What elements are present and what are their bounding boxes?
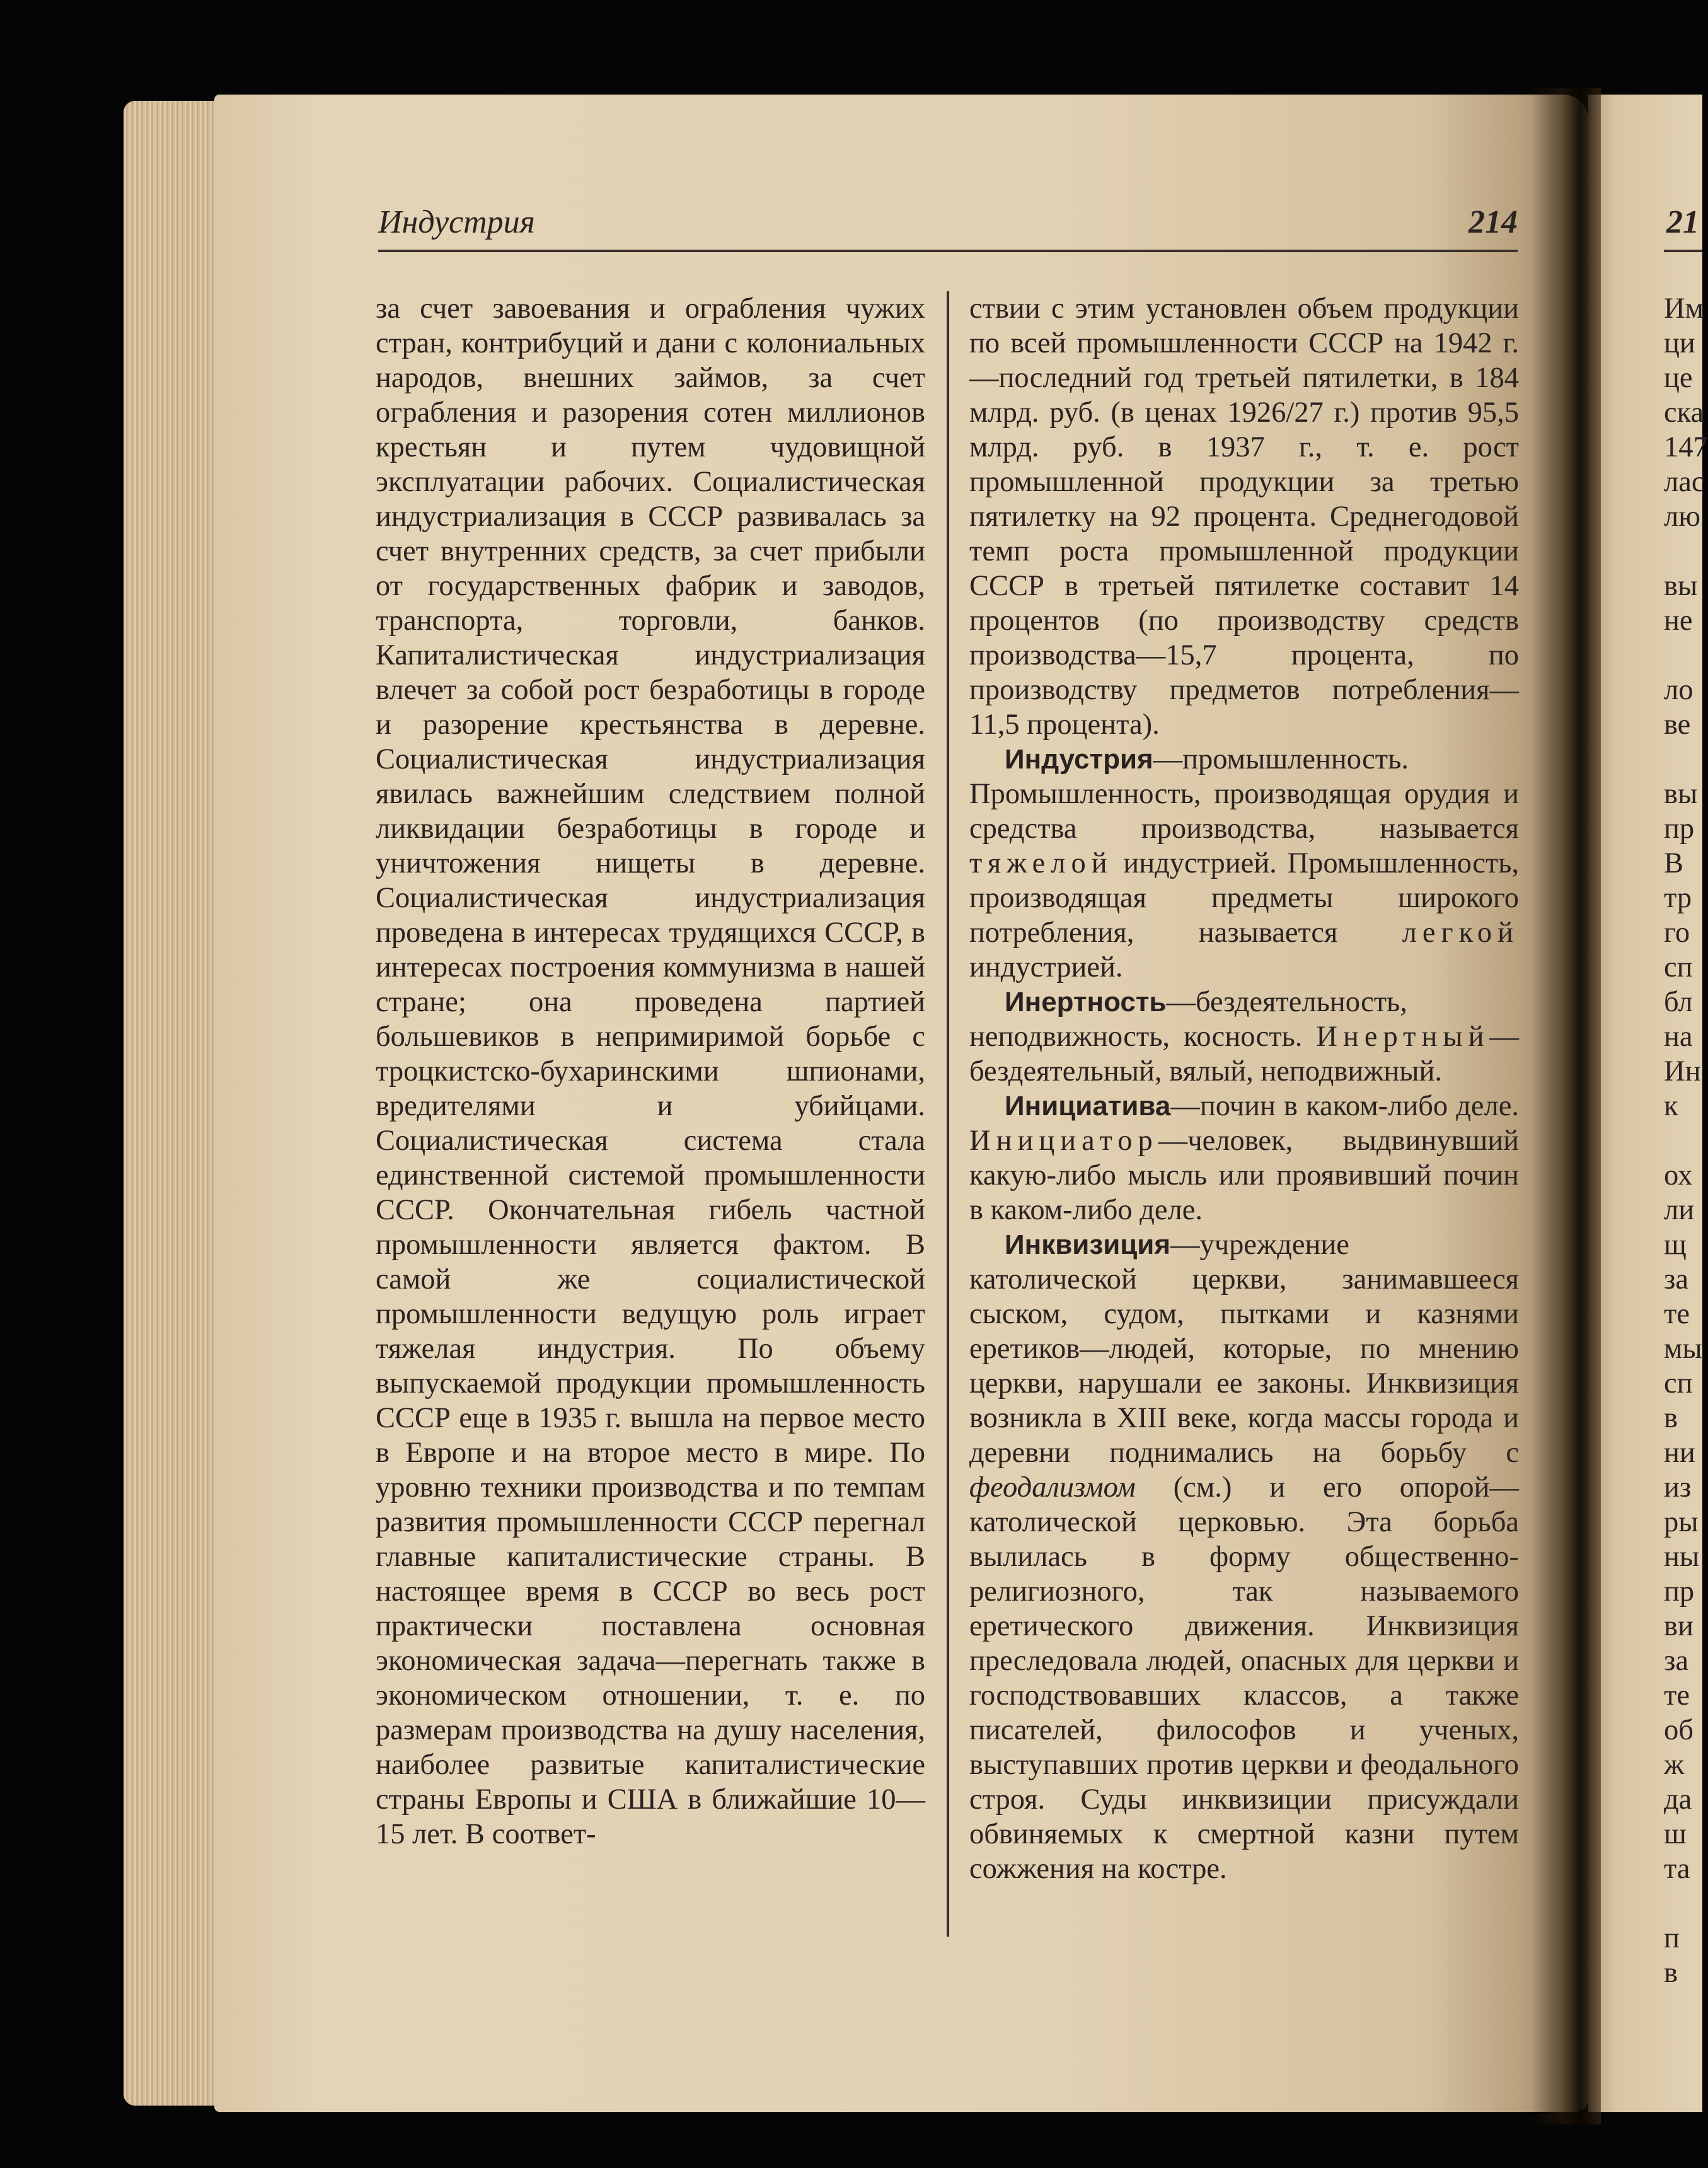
entry-term: Инертность bbox=[1005, 987, 1167, 1017]
page-number: 214 bbox=[1469, 204, 1518, 240]
next-page-line: те bbox=[1664, 1679, 1690, 1712]
next-page-line: лю bbox=[1664, 501, 1700, 533]
next-page-line: ш bbox=[1664, 1818, 1687, 1850]
entry-term: Инквизиция bbox=[1005, 1229, 1171, 1260]
entry-spaced-term: Инициатор bbox=[969, 1125, 1158, 1157]
next-page-line: сп bbox=[1664, 951, 1693, 983]
next-page-line: пр bbox=[1664, 1575, 1695, 1608]
entry-industriya bbox=[969, 742, 1519, 985]
next-page-line bbox=[1664, 534, 1702, 569]
next-page-line: ве bbox=[1664, 709, 1691, 741]
next-page-line: на bbox=[1664, 1021, 1693, 1053]
next-page-line: п bbox=[1664, 1922, 1680, 1954]
next-page-line: ци bbox=[1664, 327, 1695, 359]
entry-text: —бездеятельный, вялый, неподвижный. bbox=[969, 1021, 1519, 1087]
entry-term: Индустрия bbox=[1005, 744, 1153, 775]
next-page-line: пр bbox=[1664, 813, 1695, 845]
next-page-line: щ bbox=[1664, 1229, 1687, 1261]
next-page-line: мы bbox=[1664, 1333, 1702, 1365]
next-page-line: ры bbox=[1664, 1506, 1699, 1538]
entry-text: —человек, выдвинувший какую-либо мысль или проявивший почин в каком-либо деле. bbox=[969, 1125, 1519, 1226]
next-page-line bbox=[1664, 1123, 1702, 1158]
continuation-text: ствии с этим установлен объем продукции по всей промышленности СССР на 1942 г.—последний год третьей пятилетки, в 184 млрд. руб. (в ценах 1926/27 г.) против 95,5 млрд. руб. в 1937 г., т. е. рост промышленной продукции за третью пятилетку на 92 процента. Среднегодовой темп роста промышленной продукции СССР в третьей пятилетке составит 14 процентов (по производству средств производства—15,7 процента, по производству предметов потребления—11,5 процента). bbox=[969, 293, 1519, 741]
right-column bbox=[969, 291, 1519, 1886]
header-rule bbox=[378, 250, 1518, 252]
next-page-line bbox=[1664, 742, 1702, 777]
entry-inertnost bbox=[969, 985, 1519, 1089]
next-page-line: бл bbox=[1664, 986, 1693, 1018]
entry-spaced-term: Инертный bbox=[1316, 1021, 1490, 1053]
next-page-line: не bbox=[1664, 605, 1693, 637]
next-page-line: Им bbox=[1664, 293, 1704, 325]
entry-text: индустрией. bbox=[969, 951, 1123, 983]
entry-spaced-term: тяжелой bbox=[969, 847, 1113, 879]
next-page-line: ви bbox=[1664, 1610, 1694, 1642]
next-page-line: вы bbox=[1664, 570, 1698, 602]
next-page-rule bbox=[1664, 250, 1702, 252]
entry-spaced-term: легкой bbox=[1402, 917, 1519, 949]
next-page-line: те bbox=[1664, 1298, 1690, 1330]
entry-iniciativa bbox=[969, 1089, 1519, 1227]
running-head bbox=[378, 200, 1518, 251]
next-page-line: сп bbox=[1664, 1367, 1693, 1400]
next-page-line: ни bbox=[1664, 1437, 1695, 1469]
next-page-line: об bbox=[1664, 1714, 1694, 1746]
running-head-title: Индустрия bbox=[378, 204, 535, 240]
entry-crossref: феодализмом bbox=[969, 1471, 1136, 1504]
entry-text: индустрией. Промышленность, производящая предметы широкого потребления, называется bbox=[969, 847, 1519, 949]
next-page-line: та bbox=[1664, 1853, 1690, 1885]
next-page-line: за bbox=[1664, 1263, 1689, 1296]
next-page-line: лас bbox=[1664, 466, 1705, 498]
next-page-line: ли bbox=[1664, 1194, 1695, 1226]
next-page-line bbox=[1664, 638, 1702, 673]
entry-inkviziciya bbox=[969, 1227, 1519, 1886]
next-page-line: к bbox=[1664, 1090, 1678, 1122]
next-page-column bbox=[1664, 291, 1708, 1990]
next-page-line: ло bbox=[1664, 674, 1694, 706]
entry-text: —почин в каком-либо деле. bbox=[1170, 1090, 1519, 1122]
next-page-line: да bbox=[1664, 1783, 1692, 1816]
next-page-line: ска bbox=[1664, 397, 1704, 429]
entry-text: —промышленность. Промышленность, производящая орудия и средства производства, называется bbox=[969, 743, 1519, 845]
entry-text: —учреждение католической церкви, занимавшееся сыском, судом, пытками и казнями еретиков—людей, которые, по мнению церкви, нарушали ее законы. Инквизиция возникла в XIII веке, когда массы города и деревни поднимались на борьбу с bbox=[969, 1229, 1519, 1469]
next-page-line: Ин bbox=[1664, 1055, 1701, 1087]
next-page-line: в bbox=[1664, 1402, 1678, 1434]
column-divider bbox=[947, 291, 949, 1937]
next-page-line: тр bbox=[1664, 882, 1692, 914]
next-page-line: ж bbox=[1664, 1749, 1685, 1781]
entry-text: —бездеятельность, неподвижность, косность. bbox=[969, 986, 1407, 1053]
next-page-line: вы bbox=[1664, 778, 1698, 810]
next-page-line: це bbox=[1664, 362, 1693, 394]
next-page-line: ны bbox=[1664, 1541, 1700, 1573]
next-page-line: в bbox=[1664, 1957, 1678, 1989]
entry-text: (см.) и его опорой—католической церковью. Эта борьба вылилась в форму общественно-религиозного, так называемого еретического движения. Инквизиция преследовала людей, опасных для церкви и господствовавших классов, а также писателей, философов и ученых, выступавших против церкви и феодального строя. Суды инквизиции присуждали обвиняемых к смертной казни путем сожжения на костре. bbox=[969, 1471, 1519, 1885]
next-page-number: 21 bbox=[1666, 204, 1699, 240]
next-page-line bbox=[1664, 1886, 1702, 1921]
next-page-line: из bbox=[1664, 1471, 1692, 1504]
left-column bbox=[376, 291, 925, 1852]
next-page-line: В bbox=[1664, 847, 1684, 879]
entry-term: Инициатива bbox=[1005, 1091, 1171, 1122]
left-column-text: за счет завоевания и ограбления чужих стран, контрибуций и дани с колониальных народов, внешних займов, за счет ограбления и разорения сотен миллионов крестьян и путем чудовищной эксплуатации рабочих. Социалистическая индустриализация в СССР развивалась за счет внутренних средств, за счет прибыли от государственных фабрик и заводов, транспорта, торговли, банков. Капиталистическая индустриализация влечет за собой рост безработицы в городе и разорение крестьянства в деревне. Социалистическая индустриализация явилась важнейшим следствием полной ликвидации безработицы в городе и уничтожения нищеты в деревне. Социалистическая индустриализация проведена в интересах трудящихся СССР, в интересах построения коммунизма в нашей стране; она проведена партией большевиков в непримиримой борьбе с троцкистско-бухаринскими шпионами, вредителями и убийцами. Социалистическая система стала единственной системой промышленности СССР. Окончательная гибель частной промышленности является фактом. В самой же социалистической промышленности ведущую роль играет тяжелая индустрия. По объему выпускаемой продукции промышленность СССР еще в 1935 г. вышла на первое место в Европе и на второе место в мире. По уровню техники производства и по темпам развития промышленности СССР перегнал главные капиталистические страны. В настоящее время в СССР во весь рост практически поставлена основная экономическая задача—перегнать также в экономическом отношении, т. е. по размерам производства на душу населения, наиболее развитые капиталистические страны Европы и США в ближайшие 10—15 лет. В соответ- bbox=[376, 293, 925, 1850]
next-page-line: ох bbox=[1664, 1159, 1693, 1191]
book-gutter bbox=[1532, 88, 1601, 2125]
next-page-line: 147 bbox=[1664, 431, 1708, 463]
next-page-line: за bbox=[1664, 1645, 1689, 1677]
next-page-line: го bbox=[1664, 917, 1690, 949]
